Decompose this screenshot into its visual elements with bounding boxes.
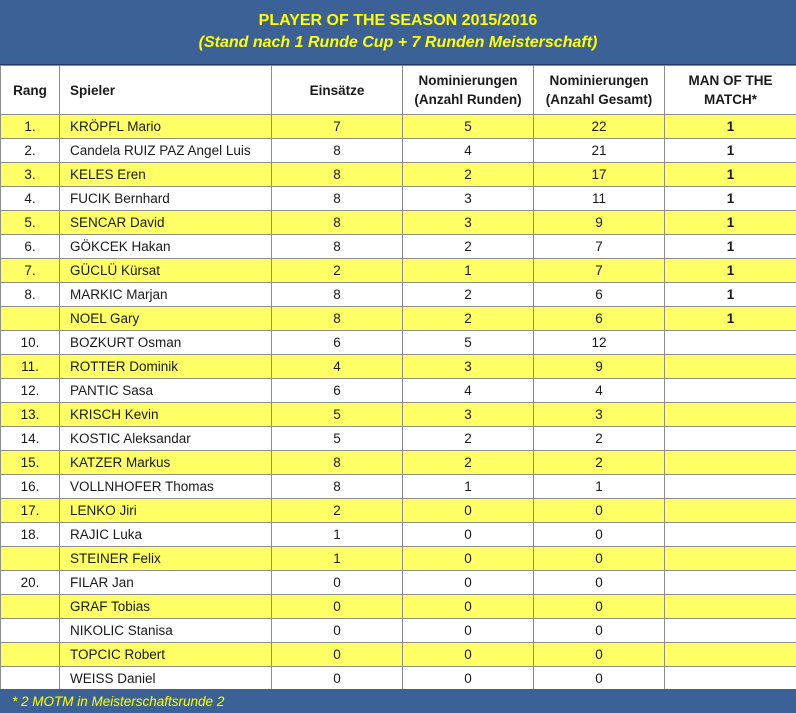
cell-man-of-the-match: 1: [665, 139, 796, 163]
cell-nominierungen-gesamt: 0: [534, 523, 665, 547]
cell-einsaetze: 8: [272, 211, 403, 235]
col-header-nominierungen-gesamt-line1: Nominierungen: [549, 73, 649, 88]
cell-nominierungen-gesamt: 0: [534, 499, 665, 523]
cell-rang: [1, 619, 60, 643]
cell-nominierungen-gesamt: 6: [534, 283, 665, 307]
cell-rang: 18.: [1, 523, 60, 547]
cell-rang: [1, 667, 60, 691]
cell-einsaetze: 0: [272, 619, 403, 643]
table-row: [1, 451, 796, 475]
cell-nominierungen-gesamt: 0: [534, 619, 665, 643]
cell-man-of-the-match: [665, 475, 796, 499]
col-header-man-of-the-match: [665, 66, 796, 115]
cell-spieler: FUCIK Bernhard: [60, 187, 272, 211]
cell-man-of-the-match: [665, 547, 796, 571]
table-row: [1, 379, 796, 403]
cell-nominierungen-runden: 4: [403, 139, 534, 163]
cell-einsaetze: 5: [272, 427, 403, 451]
cell-einsaetze: 8: [272, 283, 403, 307]
cell-rang: 8.: [1, 283, 60, 307]
cell-nominierungen-gesamt: 6: [534, 307, 665, 331]
table-row: [1, 355, 796, 379]
cell-einsaetze: 8: [272, 139, 403, 163]
cell-nominierungen-runden: 2: [403, 451, 534, 475]
col-header-nominierungen-gesamt: [534, 66, 665, 115]
cell-spieler: RAJIC Luka: [60, 523, 272, 547]
cell-nominierungen-gesamt: 9: [534, 211, 665, 235]
cell-man-of-the-match: [665, 667, 796, 691]
cell-einsaetze: 0: [272, 571, 403, 595]
cell-einsaetze: 8: [272, 451, 403, 475]
cell-nominierungen-runden: 1: [403, 475, 534, 499]
table-row: [1, 571, 796, 595]
cell-rang: 13.: [1, 403, 60, 427]
cell-nominierungen-runden: 2: [403, 283, 534, 307]
cell-nominierungen-runden: 0: [403, 643, 534, 667]
cell-einsaetze: 8: [272, 475, 403, 499]
cell-nominierungen-gesamt: 0: [534, 571, 665, 595]
cell-spieler: STEINER Felix: [60, 547, 272, 571]
cell-nominierungen-runden: 0: [403, 547, 534, 571]
cell-nominierungen-runden: 0: [403, 571, 534, 595]
cell-spieler: Candela RUIZ PAZ Angel Luis: [60, 139, 272, 163]
cell-spieler: KRÖPFL Mario: [60, 115, 272, 139]
table-row: [1, 163, 796, 187]
table-row: [1, 307, 796, 331]
cell-rang: [1, 643, 60, 667]
cell-nominierungen-runden: 0: [403, 523, 534, 547]
table-row: [1, 115, 796, 139]
table-row: [1, 187, 796, 211]
col-header-spieler: Spieler: [60, 66, 272, 115]
cell-spieler: GÜCLÜ Kürsat: [60, 259, 272, 283]
cell-nominierungen-gesamt: 17: [534, 163, 665, 187]
cell-spieler: SENCAR David: [60, 211, 272, 235]
cell-man-of-the-match: 1: [665, 187, 796, 211]
cell-nominierungen-runden: 5: [403, 115, 534, 139]
cell-nominierungen-gesamt: 0: [534, 643, 665, 667]
cell-einsaetze: 0: [272, 643, 403, 667]
table-row: [1, 427, 796, 451]
cell-rang: 15.: [1, 451, 60, 475]
cell-einsaetze: 0: [272, 595, 403, 619]
cell-nominierungen-runden: 2: [403, 235, 534, 259]
col-header-nominierungen-gesamt-line2: (Anzahl Gesamt): [545, 92, 653, 107]
cell-rang: 1.: [1, 115, 60, 139]
cell-man-of-the-match: [665, 571, 796, 595]
table-row: [1, 235, 796, 259]
page-title: PLAYER OF THE SEASON 2015/2016: [258, 12, 538, 29]
cell-nominierungen-gesamt: 1: [534, 475, 665, 499]
cell-rang: 10.: [1, 331, 60, 355]
col-header-nominierungen-runden-line1: Nominierungen: [418, 73, 518, 88]
cell-einsaetze: 1: [272, 547, 403, 571]
cell-nominierungen-runden: 3: [403, 355, 534, 379]
footnote-bar: [0, 689, 796, 713]
table-row: [1, 139, 796, 163]
table-row: [1, 283, 796, 307]
table-row: [1, 667, 796, 691]
col-header-einsaetze: Einsätze: [272, 66, 403, 115]
table-row: [1, 259, 796, 283]
cell-nominierungen-gesamt: 9: [534, 355, 665, 379]
cell-einsaetze: 8: [272, 235, 403, 259]
table-row: [1, 523, 796, 547]
footnote-text: * 2 MOTM in Meisterschaftsrunde 2: [12, 693, 225, 709]
col-header-nominierungen-runden-line2: (Anzahl Runden): [414, 92, 522, 107]
cell-rang: 5.: [1, 211, 60, 235]
cell-man-of-the-match: [665, 451, 796, 475]
cell-rang: 14.: [1, 427, 60, 451]
cell-nominierungen-runden: 2: [403, 163, 534, 187]
cell-rang: 11.: [1, 355, 60, 379]
table-row: [1, 475, 796, 499]
cell-spieler: PANTIC Sasa: [60, 379, 272, 403]
cell-rang: 2.: [1, 139, 60, 163]
table-row: [1, 403, 796, 427]
cell-spieler: ROTTER Dominik: [60, 355, 272, 379]
cell-rang: 4.: [1, 187, 60, 211]
cell-nominierungen-gesamt: 12: [534, 331, 665, 355]
cell-nominierungen-gesamt: 2: [534, 427, 665, 451]
table-row: [1, 331, 796, 355]
cell-spieler: WEISS Daniel: [60, 667, 272, 691]
cell-man-of-the-match: [665, 523, 796, 547]
col-header-nominierungen-runden: [403, 66, 534, 115]
cell-einsaetze: 0: [272, 667, 403, 691]
title-banner: [0, 0, 796, 65]
cell-einsaetze: 5: [272, 403, 403, 427]
cell-man-of-the-match: [665, 355, 796, 379]
cell-einsaetze: 6: [272, 379, 403, 403]
cell-spieler: GRAF Tobias: [60, 595, 272, 619]
cell-nominierungen-gesamt: 3: [534, 403, 665, 427]
cell-man-of-the-match: 1: [665, 259, 796, 283]
cell-rang: [1, 595, 60, 619]
col-header-motm-line1: MAN OF THE: [688, 73, 773, 88]
cell-spieler: NIKOLIC Stanisa: [60, 619, 272, 643]
cell-nominierungen-gesamt: 2: [534, 451, 665, 475]
cell-einsaetze: 2: [272, 499, 403, 523]
cell-einsaetze: 4: [272, 355, 403, 379]
cell-man-of-the-match: 1: [665, 235, 796, 259]
cell-spieler: KELES Eren: [60, 163, 272, 187]
table-row: [1, 211, 796, 235]
cell-man-of-the-match: [665, 331, 796, 355]
cell-nominierungen-runden: 0: [403, 595, 534, 619]
cell-nominierungen-runden: 2: [403, 427, 534, 451]
cell-man-of-the-match: 1: [665, 283, 796, 307]
page-subtitle: (Stand nach 1 Runde Cup + 7 Runden Meisterschaft): [198, 34, 598, 51]
cell-rang: [1, 547, 60, 571]
cell-spieler: FILAR Jan: [60, 571, 272, 595]
cell-einsaetze: 8: [272, 163, 403, 187]
table-header-row: [1, 66, 796, 115]
table-row: [1, 619, 796, 643]
cell-einsaetze: 6: [272, 331, 403, 355]
cell-nominierungen-gesamt: 11: [534, 187, 665, 211]
cell-spieler: MARKIC Marjan: [60, 283, 272, 307]
cell-man-of-the-match: 1: [665, 211, 796, 235]
col-header-rang: Rang: [1, 66, 60, 115]
cell-nominierungen-gesamt: 7: [534, 259, 665, 283]
cell-spieler: KATZER Markus: [60, 451, 272, 475]
cell-nominierungen-runden: 0: [403, 667, 534, 691]
cell-spieler: KOSTIC Aleksandar: [60, 427, 272, 451]
cell-einsaetze: 2: [272, 259, 403, 283]
cell-man-of-the-match: [665, 427, 796, 451]
cell-nominierungen-gesamt: 0: [534, 667, 665, 691]
cell-man-of-the-match: [665, 379, 796, 403]
cell-nominierungen-gesamt: 22: [534, 115, 665, 139]
cell-rang: 7.: [1, 259, 60, 283]
cell-spieler: KRISCH Kevin: [60, 403, 272, 427]
cell-nominierungen-gesamt: 0: [534, 547, 665, 571]
cell-man-of-the-match: [665, 619, 796, 643]
cell-nominierungen-runden: 3: [403, 211, 534, 235]
cell-nominierungen-gesamt: 7: [534, 235, 665, 259]
col-header-motm-line2: MATCH*: [704, 92, 757, 107]
cell-rang: 17.: [1, 499, 60, 523]
cell-nominierungen-gesamt: 0: [534, 595, 665, 619]
cell-rang: [1, 307, 60, 331]
cell-spieler: NOEL Gary: [60, 307, 272, 331]
cell-man-of-the-match: 1: [665, 163, 796, 187]
cell-spieler: GÖKCEK Hakan: [60, 235, 272, 259]
cell-nominierungen-runden: 2: [403, 307, 534, 331]
cell-man-of-the-match: [665, 403, 796, 427]
cell-einsaetze: 7: [272, 115, 403, 139]
cell-rang: 16.: [1, 475, 60, 499]
cell-spieler: TOPCIC Robert: [60, 643, 272, 667]
table-body: [1, 115, 796, 691]
cell-nominierungen-runden: 0: [403, 499, 534, 523]
cell-man-of-the-match: [665, 595, 796, 619]
cell-spieler: VOLLNHOFER Thomas: [60, 475, 272, 499]
cell-rang: 20.: [1, 571, 60, 595]
cell-nominierungen-gesamt: 4: [534, 379, 665, 403]
standings-table: [0, 65, 796, 691]
cell-nominierungen-runden: 5: [403, 331, 534, 355]
cell-spieler: BOZKURT Osman: [60, 331, 272, 355]
cell-einsaetze: 8: [272, 307, 403, 331]
cell-einsaetze: 1: [272, 523, 403, 547]
cell-man-of-the-match: [665, 499, 796, 523]
cell-rang: 6.: [1, 235, 60, 259]
cell-nominierungen-gesamt: 21: [534, 139, 665, 163]
cell-einsaetze: 8: [272, 187, 403, 211]
cell-spieler: LENKO Jiri: [60, 499, 272, 523]
table-row: [1, 547, 796, 571]
cell-nominierungen-runden: 3: [403, 187, 534, 211]
cell-nominierungen-runden: 1: [403, 259, 534, 283]
cell-rang: 3.: [1, 163, 60, 187]
table-row: [1, 643, 796, 667]
cell-man-of-the-match: [665, 643, 796, 667]
cell-man-of-the-match: 1: [665, 307, 796, 331]
table-row: [1, 499, 796, 523]
cell-man-of-the-match: 1: [665, 115, 796, 139]
cell-rang: 12.: [1, 379, 60, 403]
cell-nominierungen-runden: 4: [403, 379, 534, 403]
cell-nominierungen-runden: 0: [403, 619, 534, 643]
cell-nominierungen-runden: 3: [403, 403, 534, 427]
table-row: [1, 595, 796, 619]
